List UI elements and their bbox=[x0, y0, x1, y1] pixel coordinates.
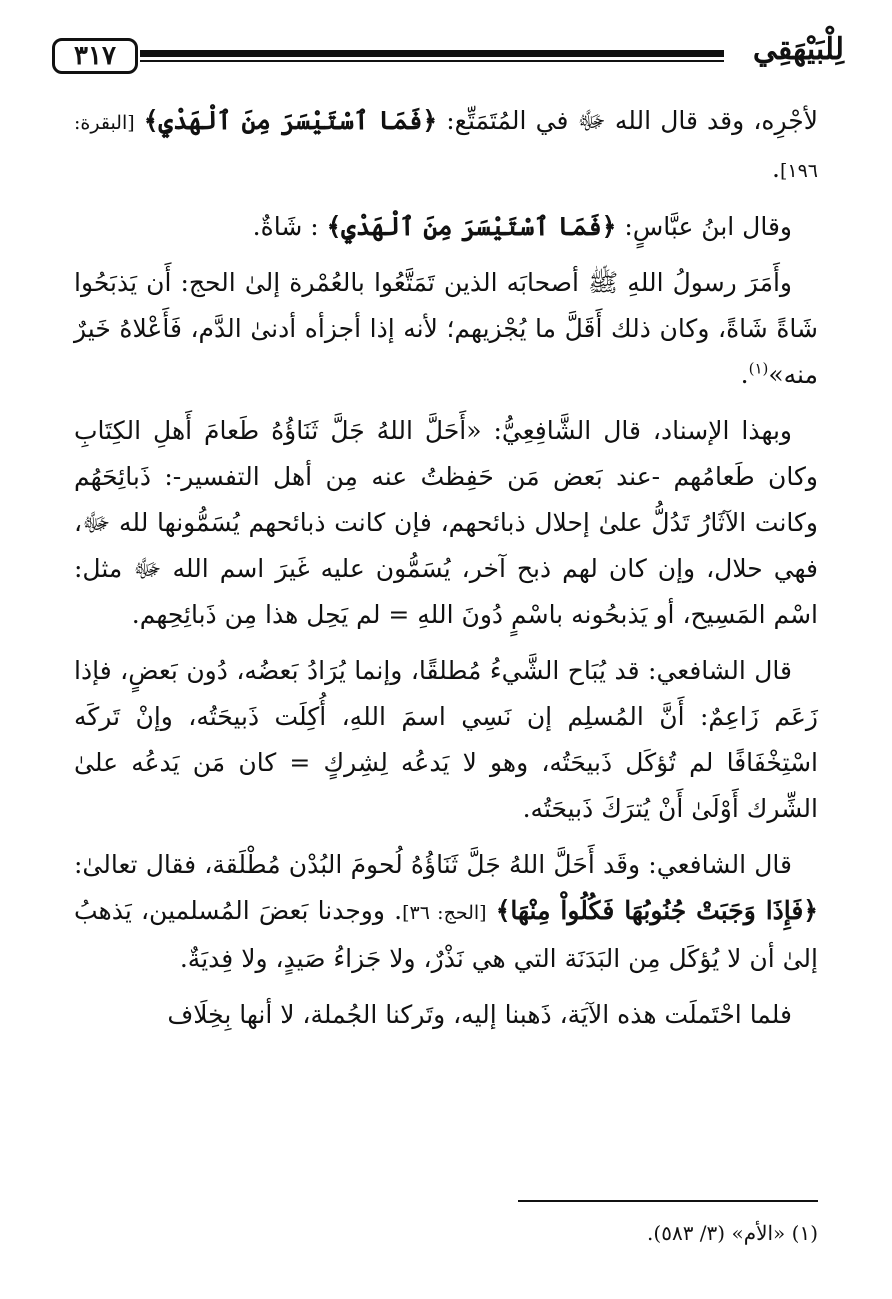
paragraph-5 bbox=[74, 648, 818, 832]
verse-reference: [الحج: ٣٦] bbox=[402, 902, 487, 924]
paragraph-2 bbox=[74, 204, 818, 250]
page-number: ٣١٧ bbox=[52, 38, 138, 74]
text-run: . ووجدنا بَعضَ المُسلمين، يَذهبُ إلىٰ أن لا يُؤكَل مِن البَدَنَة التي هي نَذْرٌ، ولا جَزاءُ صَيدٍ، ولا فِديَةٌ. bbox=[74, 896, 818, 973]
running-title: لِلْبَيْهَقِي bbox=[752, 32, 844, 67]
verse-reference: [البقرة: ١٩٦] bbox=[74, 112, 818, 182]
text-run: فلما احْتَملَت هذه الآيَة، ذَهبنا إليه، وتَركنا الجُملة، لا أنها بِخِلَاف bbox=[167, 1000, 792, 1029]
text-run bbox=[135, 106, 144, 135]
text-run: قال الشافعي: قد يُبَاح الشَّيءُ مُطلقًا، وإنما يُرَادُ بَعضُه، دُون بَعضٍ، فإذا زَعَم زَاعِمٌ: أَنَّ المُسلِم إن نَسِي اسمَ اللهِ، أُكِلَت ذَبيحَتُه، وإنْ تَركَه اسْتِخْفَافًا لم تُؤكَل ذَبيحَتُه، وهو لا يَدعُه لِشِركٍ = كان مَن يَدعُه علىٰ الشِّرك أَوْلَىٰ أَنْ يُترَكَ ذَبيحَتُه. bbox=[74, 656, 818, 823]
quran-verse: ﴿فَمَا ٱسْتَيْسَرَ مِنَ ٱلْهَدْيِ﴾ bbox=[326, 212, 617, 241]
quran-verse: ﴿فَمَا ٱسْتَيْسَرَ مِنَ ٱلْهَدْيِ﴾ bbox=[143, 106, 438, 135]
main-text bbox=[74, 98, 818, 1048]
paragraph-4 bbox=[74, 408, 818, 638]
header-rule-thin bbox=[140, 60, 724, 62]
text-run: وأَمَرَ رسولُ اللهِ ﷺ أصحابَه الذين تَمَتَّعُوا بالعُمْرة إلىٰ الحج: أَن يَذبَحُوا شَاةً شَاةً، وكان ذلك أَقَلَّ ما يُجْزيهم؛ لأنه إذا أجزأه أدنىٰ الدَّم، فَأَعْلاهُ خَيرٌ منه» bbox=[74, 268, 819, 389]
header-rule-thick bbox=[140, 50, 724, 57]
text-run: وقال ابنُ عبَّاسٍ: bbox=[616, 212, 792, 241]
text-run bbox=[487, 896, 496, 925]
paragraph-3 bbox=[74, 260, 818, 398]
paragraph-1 bbox=[74, 98, 818, 194]
text-run: . bbox=[740, 360, 749, 389]
text-run: لأجْرِه، وقد قال الله ﷻ في المُتَمَتِّع: bbox=[437, 106, 818, 135]
footnote-marker: (١) bbox=[748, 359, 769, 378]
quran-verse: ﴿فَإِذَا وَجَبَتْ جُنُوبُهَا فَكُلُواْ مِنْهَا﴾ bbox=[495, 896, 818, 925]
footnote-separator bbox=[518, 1200, 818, 1202]
footnote: (١) «الأم» (٣/ ٥٨٣). bbox=[647, 1221, 818, 1245]
paragraph-6 bbox=[74, 842, 818, 982]
text-run: . bbox=[772, 154, 780, 183]
text-run: قال الشافعي: وقَد أَحَلَّ اللهُ جَلَّ ثَنَاؤُهُ لُحومَ البُدْن مُطْلَقة، فقال تعالىٰ: bbox=[74, 850, 792, 879]
text-run: وبهذا الإسناد، قال الشَّافِعِيُّ: «أَحَلَّ اللهُ جَلَّ ثَنَاؤُهُ طَعامَ أَهلِ الكِتَابِ وكان طَعامُهم -عند بَعض مَن حَفِظتُ عنه مِن أهل التفسير-: ذَبائِحَهُم وكانت الآثَارُ تَدُلُّ علىٰ إحلال ذبائحهم، فإن كانت ذبائحهم يُسَمُّونها لله ﷻ، فهي حلال، وإن كان لهم ذبح آخر، يُسَمُّون عليه غَيرَ اسم الله ﷻ مثل: اسْم المَسِيح، أو يَذبحُونه باسْمٍ دُونَ اللهِ = لم يَحِل هذا مِن ذَبائِحِهم. bbox=[74, 416, 818, 629]
paragraph-7 bbox=[74, 992, 818, 1038]
text-run: : شَاةٌ. bbox=[252, 212, 327, 241]
page-header bbox=[48, 32, 844, 80]
